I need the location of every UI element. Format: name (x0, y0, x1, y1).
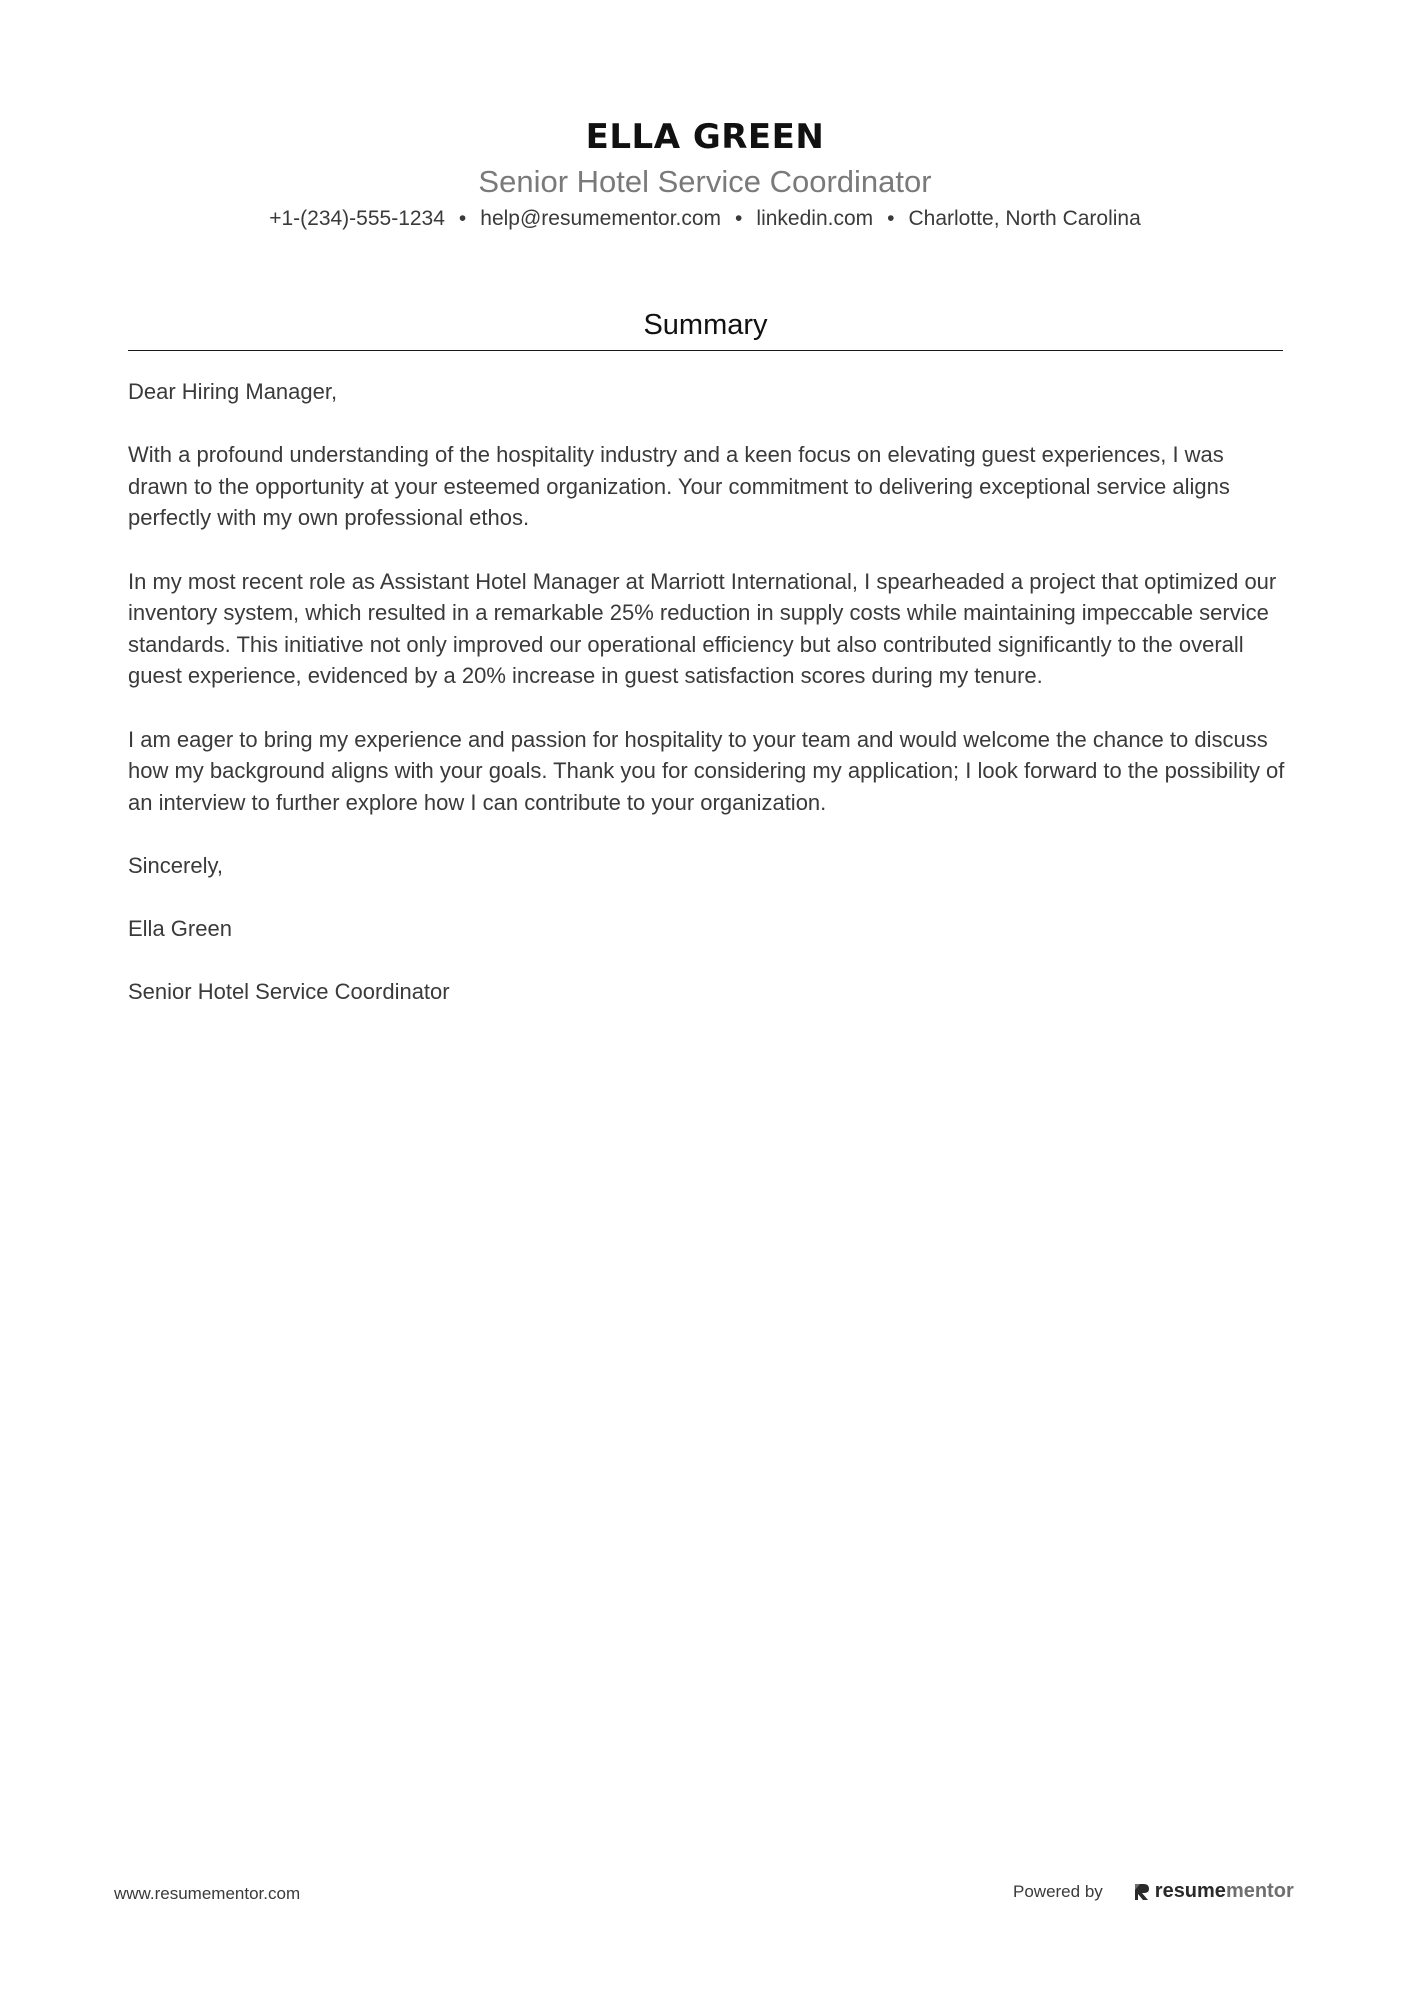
brand-name-mentor: mentor (1225, 1880, 1294, 1902)
contact-phone: +1-(234)-555-1234 (269, 207, 445, 230)
letter-greeting: Dear Hiring Manager, (128, 379, 338, 404)
letter-closing: Sincerely, (128, 852, 223, 878)
letter-paragraph: In my most recent role as Assistant Hotel Manager at Marriott International, I spearheaded a project that optimized our inventory system, which resulted in a remarkable 25% reduction in supply costs while maintaining impeccable service standards. This initiative not only improved our operational efficiency but also contributed significantly to the overall guest experience, evidenced by a 20% increase in guest satisfaction scores during my tenure. (128, 568, 1277, 689)
footer-website[interactable]: www.resumementor.com (114, 1884, 301, 1903)
section-divider (128, 350, 1283, 351)
letter-paragraph: With a profound understanding of the hospitality industry and a keen focus on elevating guest experiences, I was drawn to the opportunity at your esteemed organization. Your commitment to delivering exceptional service aligns perfectly with my own professional ethos. (128, 442, 1230, 531)
footer-branding (1013, 1880, 1294, 1903)
signature-name: Ella Green (128, 916, 232, 942)
section-title: Summary (643, 309, 768, 341)
contact-separator: • (458, 207, 467, 230)
brand-logo[interactable] (1133, 1880, 1294, 1903)
contact-separator: • (887, 207, 895, 230)
brand-name-resume: resume (1154, 1880, 1226, 1902)
resumementor-logo-icon (1133, 1882, 1151, 1902)
applicant-name: ELLA GREEN (585, 117, 825, 157)
contact-line (0, 204, 1410, 234)
header (0, 112, 1410, 234)
contact-email[interactable]: help@resumementor.com (480, 207, 722, 230)
contact-separator: • (735, 207, 743, 230)
signature-title: Senior Hotel Service Coordinator (128, 979, 450, 1005)
letter-body (128, 376, 1288, 1039)
powered-by-label: Powered by (1013, 1881, 1103, 1901)
contact-website[interactable]: linkedin.com (756, 207, 874, 230)
contact-location: Charlotte, North Carolina (908, 207, 1141, 230)
letter-paragraph: I am eager to bring my experience and passion for hospitality to your team and would welcome the chance to discuss how my background aligns with your goals. Thank you for considering my application; I look forward to the possibility of an interview to further explore how I can contribute to your organization. (128, 726, 1285, 815)
applicant-title: Senior Hotel Service Coordinator (478, 164, 932, 199)
